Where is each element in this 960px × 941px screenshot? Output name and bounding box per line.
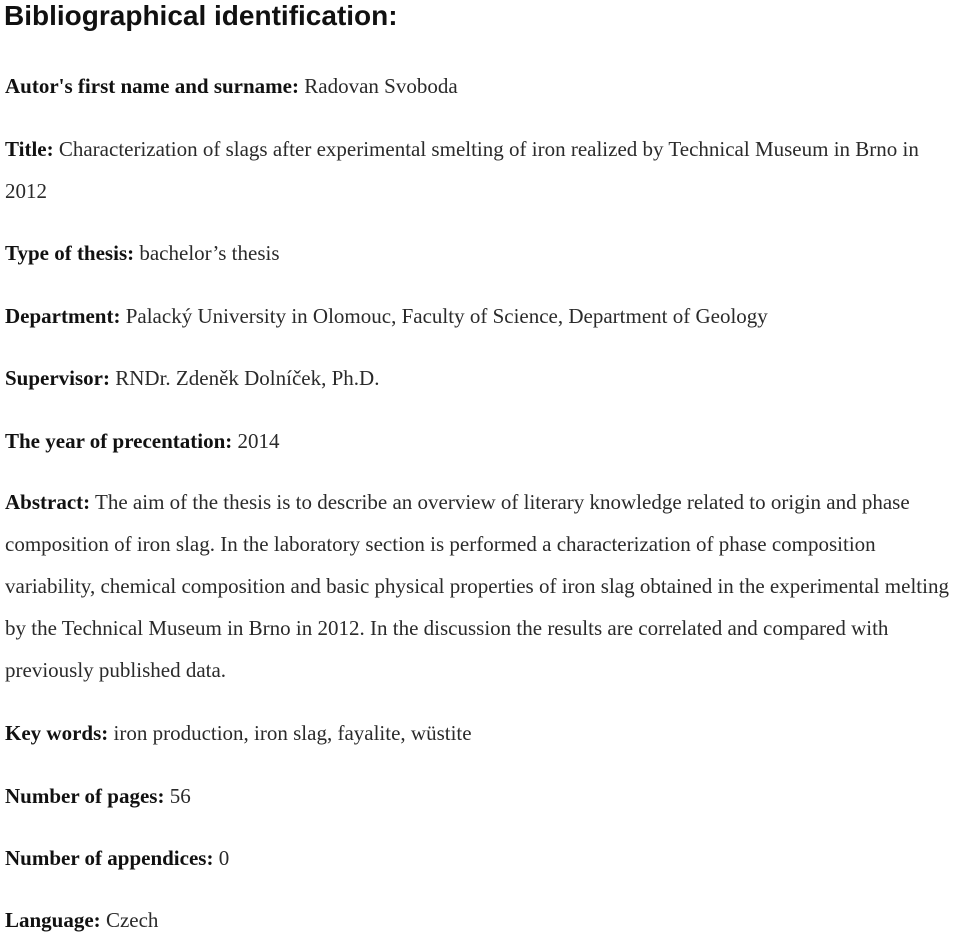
supervisor-field	[5, 357, 956, 399]
thesis-type-value: bachelor’s thesis	[139, 241, 280, 265]
department-field	[5, 295, 956, 337]
year-value: 2014	[237, 429, 280, 453]
thesis-type-label: Type of thesis:	[5, 241, 135, 265]
abstract-field	[5, 481, 956, 691]
keywords-field	[5, 712, 956, 754]
supervisor-label: Supervisor:	[5, 366, 110, 390]
year-field	[5, 420, 956, 462]
author-label: Autor's first name and surname:	[5, 74, 299, 98]
language-field	[5, 899, 956, 941]
appendices-value: 0	[218, 846, 230, 870]
keywords-value: iron production, iron slag, fayalite, wüstite	[113, 721, 472, 745]
department-value: Palacký University in Olomouc, Faculty of Science, Department of Geology	[125, 304, 768, 328]
pages-label: Number of pages:	[5, 784, 165, 808]
language-value: Czech	[105, 908, 159, 932]
pages-value: 56	[169, 784, 191, 808]
title-field	[5, 128, 956, 212]
keywords-label: Key words:	[5, 721, 109, 745]
department-label: Department:	[5, 304, 121, 328]
author-field	[5, 65, 956, 107]
title-value: Characterization of slags after experimental smelting of iron realized by Technical Museum in Brno in 2012	[5, 137, 919, 203]
year-label: The year of precentation:	[5, 429, 233, 453]
abstract-label: Abstract:	[5, 490, 91, 514]
page-heading: Bibliographical identification:	[4, 0, 398, 31]
title-label: Title:	[5, 137, 54, 161]
appendices-field	[5, 837, 956, 879]
language-label: Language:	[5, 908, 101, 932]
supervisor-value: RNDr. Zdeněk Dolníček, Ph.D.	[115, 366, 380, 390]
appendices-label: Number of appendices:	[5, 846, 214, 870]
pages-field	[5, 775, 956, 817]
abstract-value: The aim of the thesis is to describe an overview of literary knowledge related to origin and phase composition of iron slag. In the laboratory section is performed a characterization of phase composition variability, chemical composition and basic physical properties of iron slag obtained in the experimental melting by the Technical Museum in Brno in 2012. In the discussion the results are correlated and compared with previously published data.	[5, 490, 949, 682]
thesis-type-field	[5, 232, 956, 274]
author-value: Radovan Svoboda	[304, 74, 458, 98]
